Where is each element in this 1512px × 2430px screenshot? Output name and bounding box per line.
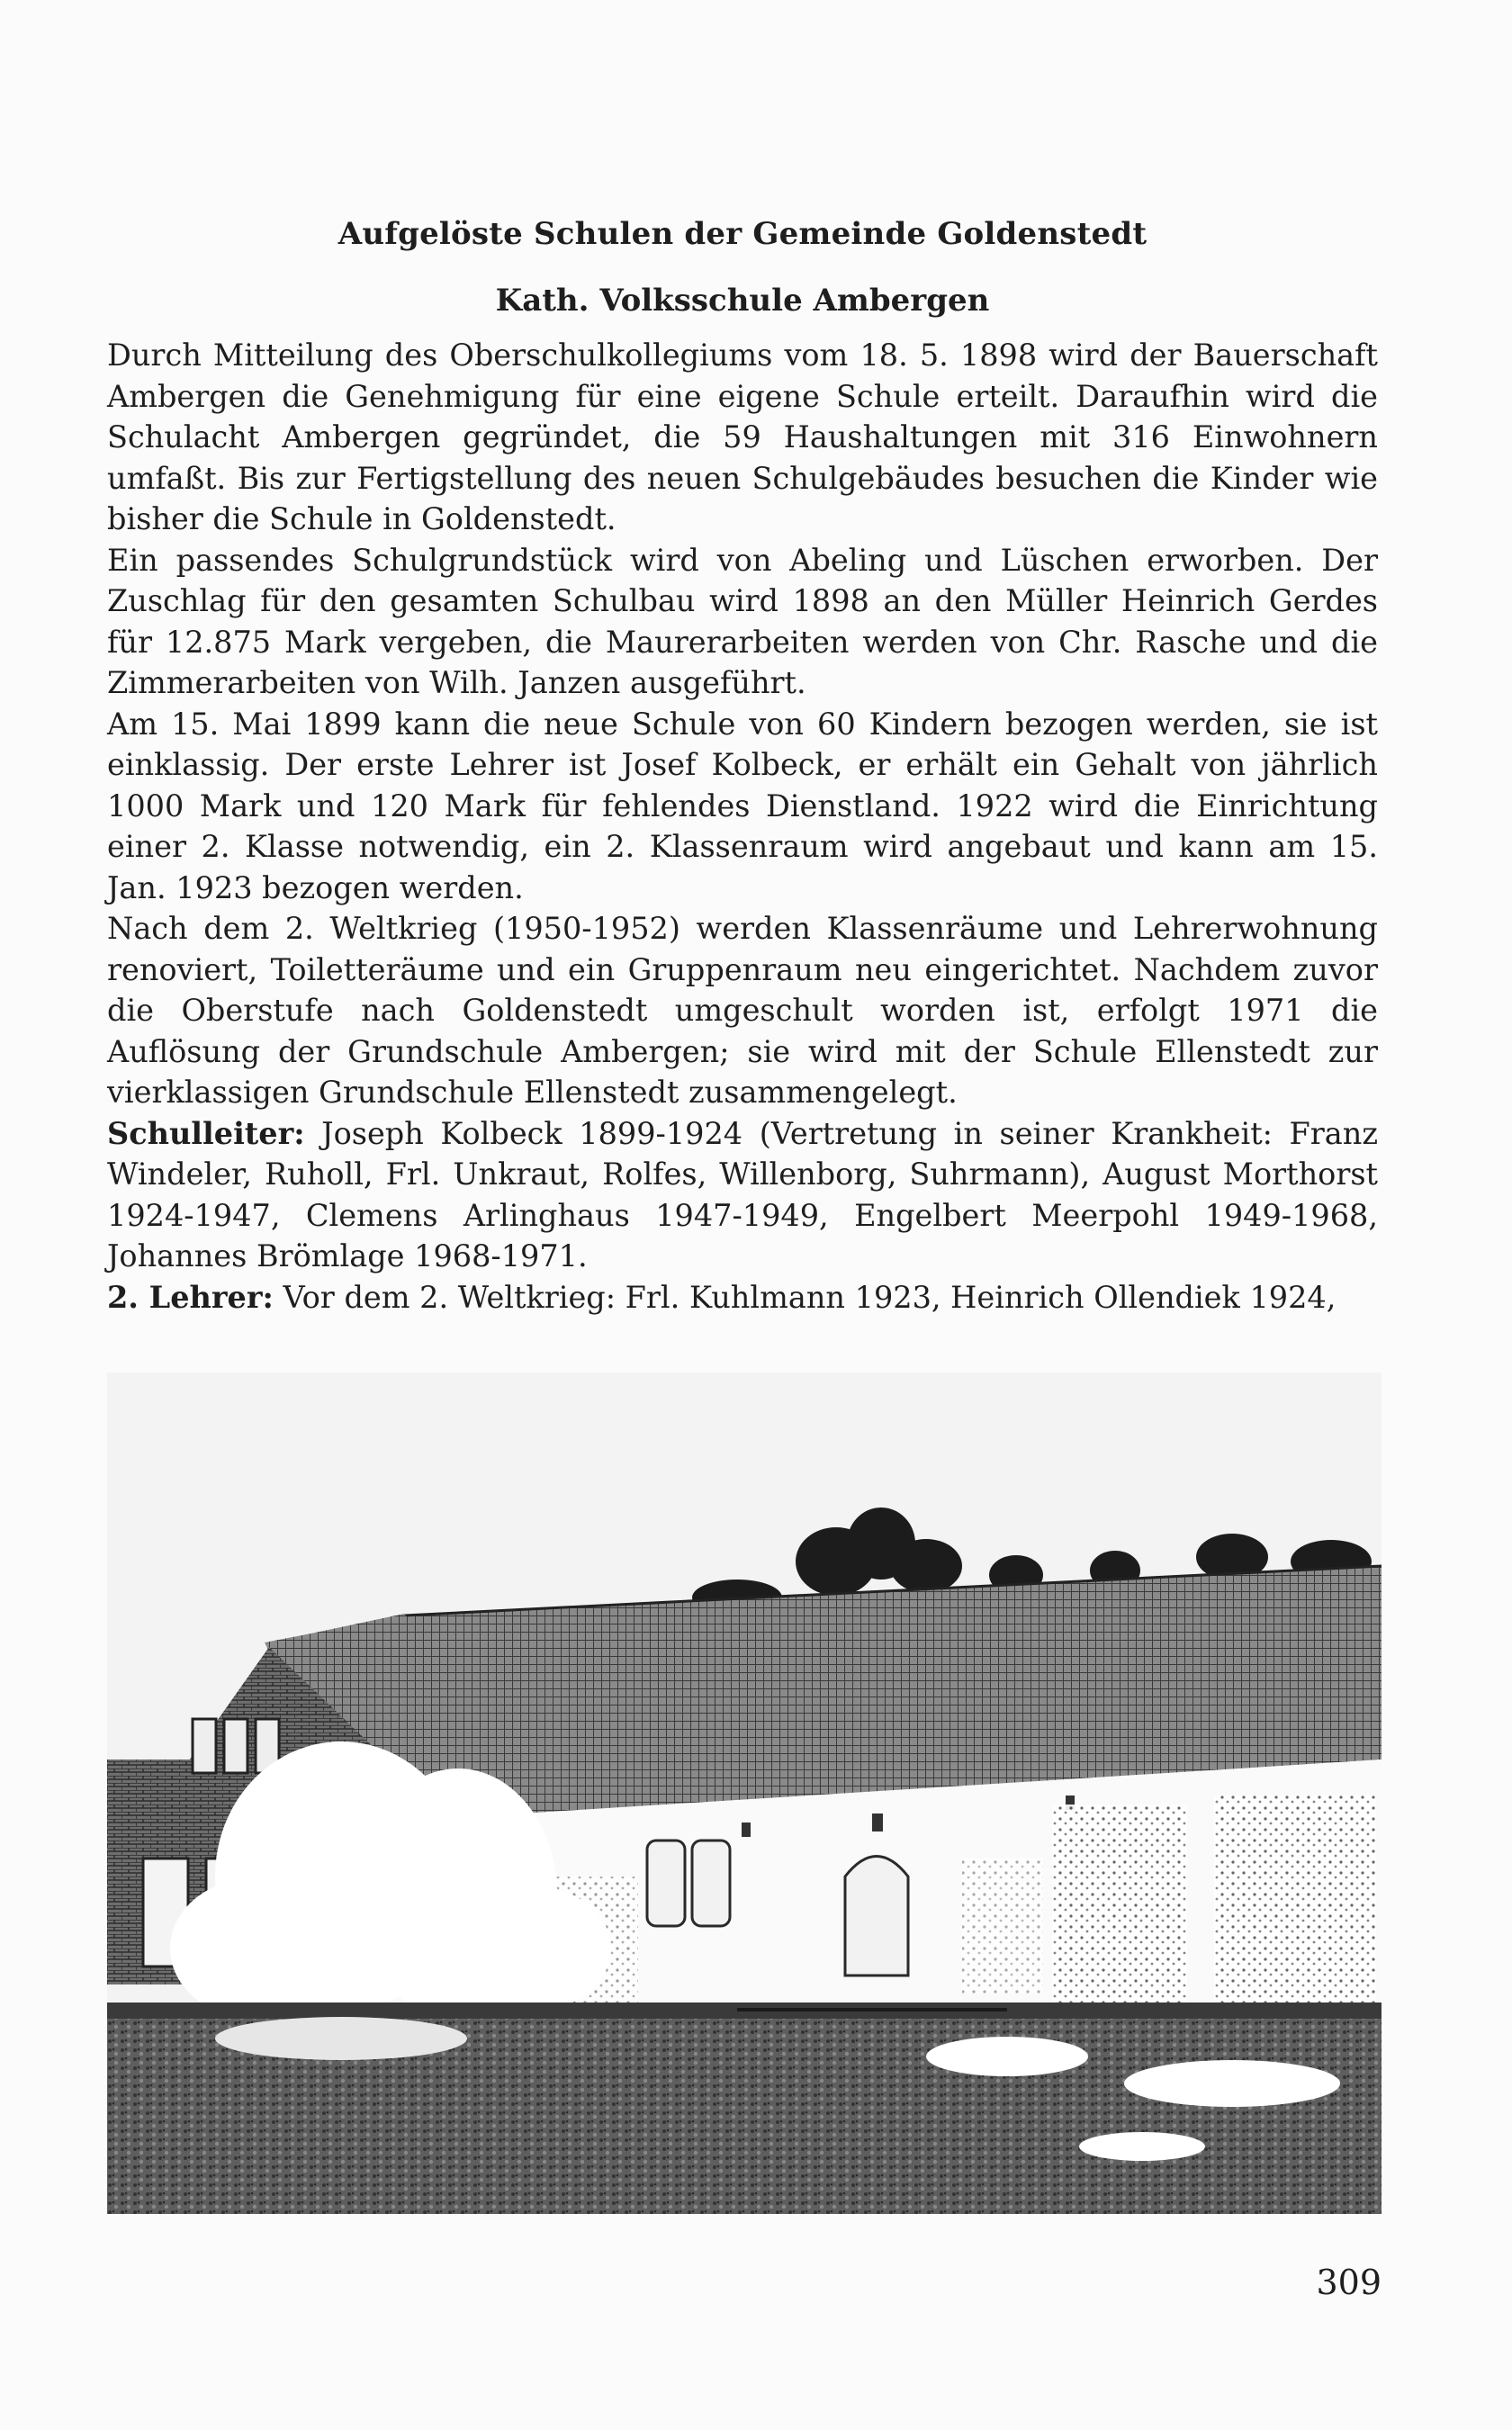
schulleiter-text: Joseph Kolbeck 1899-1924 (Vertretung in seiner Krankheit: Franz Windeler, Ruholl, Frl. Unkraut, Rolfes, Willenborg, Suhrmann), August Morthorst 1924-1947, Clemens Arlinghaus 1947-1949, Engelbert Meerpohl 1949-1968, Johannes Brömlage 1968-1971. [107, 1115, 1378, 1274]
paragraph: Am 15. Mai 1899 kann die neue Schule von 60 Kindern bezogen werden, sie ist einklassig. Der erste Lehrer ist Josef Kolbeck, er erhält ein Gehalt von jährlich 1000 Mark und 120 Mark für fehlendes Dienstland. 1922 wird die Einrichtung einer 2. Klasse notwendig, ein 2. Klassenraum wird angebaut und kann am 15. Jan. 1923 bezogen werden. [107, 706, 1378, 905]
paragraph: Nach dem 2. Weltkrieg (1950-1952) werden Klassenräume und Lehrerwohnung renoviert, Toiletteräume und ein Gruppenraum neu eingerichtet. Nachdem zuvor die Oberstufe nach Goldenstedt umgeschult worden ist, erfolgt 1971 die Auflösung der Grundschule Ambergen; sie wird mit der Schule Ellenstedt zur vierklassigen Grundschule Ellenstedt zusammengelegt. [107, 911, 1378, 1110]
paragraph: Durch Mitteilung des Oberschulkollegiums vom 18. 5. 1898 wird der Bauerschaft Ambergen die Genehmigung für eine eigene Schule erteilt. Daraufhin wird die Schulacht Ambergen gegründet, die 59 Haushaltungen mit 316 Einwohnern umfaßt. Bis zur Fertigstellung des neuen Schulgebäudes besuchen die Kinder wie bisher die Schule in Goldenstedt. [107, 338, 1378, 536]
schulleiter-paragraph [107, 1113, 1378, 1277]
section-title: Kath. Volksschule Ambergen [495, 283, 990, 319]
schulleiter-label: Schulleiter: [107, 1115, 305, 1151]
body-text [107, 335, 1378, 1318]
page-number: 309 [1316, 2263, 1382, 2302]
lehrer-label: 2. Lehrer: [107, 1279, 274, 1315]
lehrer-paragraph [107, 1277, 1378, 1318]
page-title: Aufgelöste Schulen der Gemeinde Goldenstedt [338, 216, 1148, 252]
school-building-illustration [107, 1372, 1382, 2214]
paragraph: Ein passendes Schulgrundstück wird von Abeling und Lüschen erworben. Der Zuschlag für den gesamten Schulbau wird 1898 an den Müller Heinrich Gerdes für 12.875 Mark vergeben, die Maurerarbeiten werden von Chr. Rasche und die Zimmerarbeiten von Wilh. Janzen ausgeführt. [107, 542, 1378, 700]
lehrer-text: Vor dem 2. Weltkrieg: Frl. Kuhlmann 1923, Heinrich Ollendiek 1924, [273, 1279, 1336, 1315]
school-building-photo [107, 1372, 1382, 2214]
